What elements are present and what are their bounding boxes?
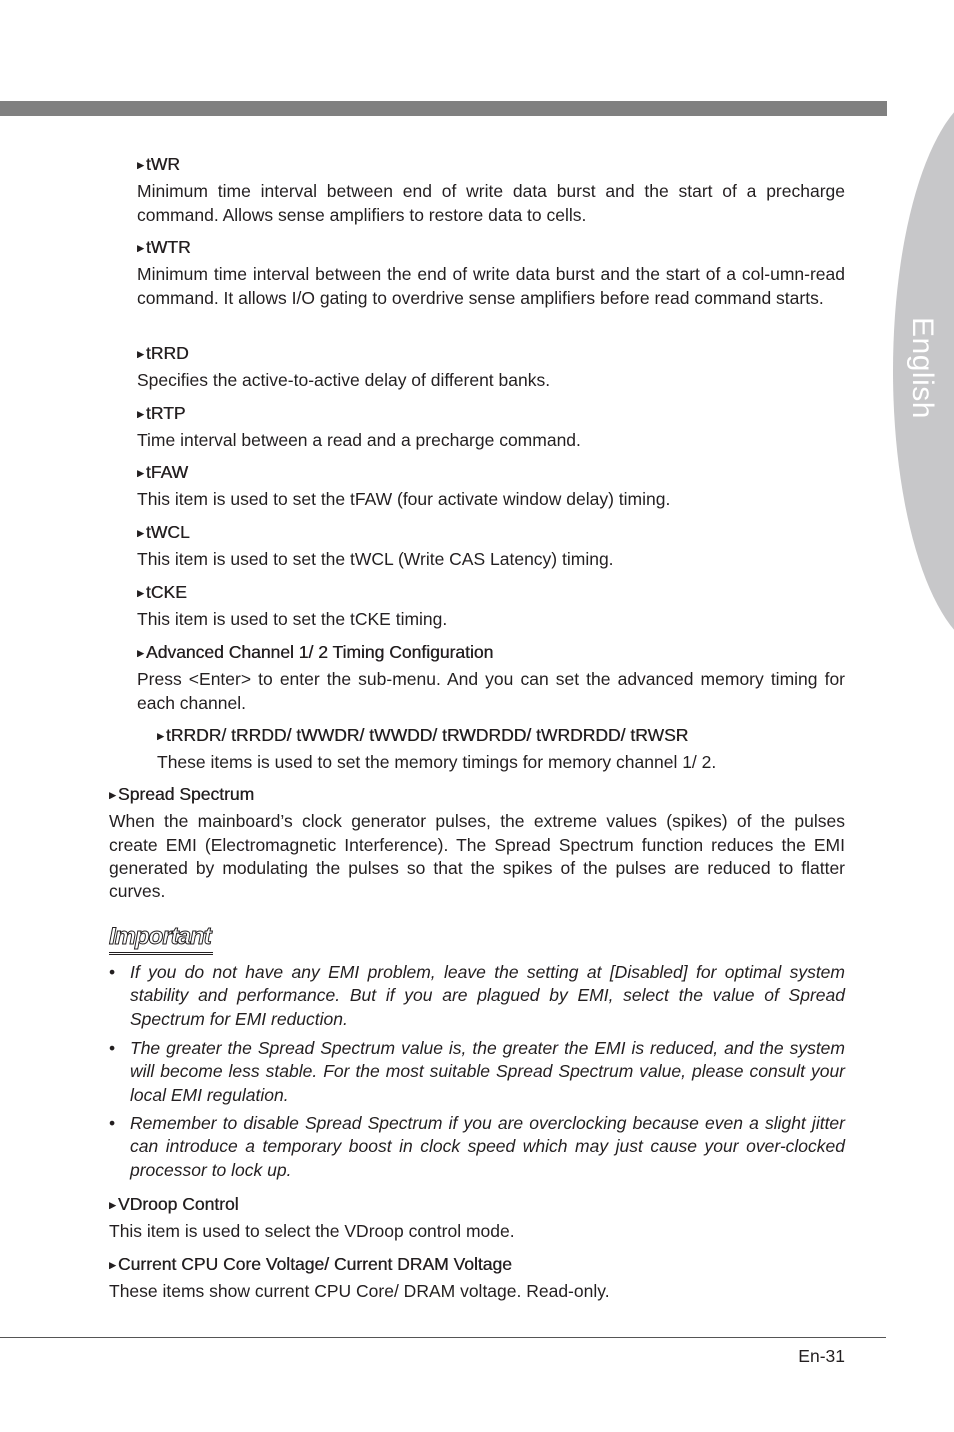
important-bullet [109,961,845,1031]
section-body: These items is used to set the memory timings for memory channel 1/ 2. [157,752,717,773]
section-title: ▶ Current CPU Core Voltage/ Current DRAM Voltage [109,1253,845,1277]
section-body: Minimum time interval between end of write data burst and the start of a precharge command. Allows sense amplifiers to restore data to cells. [137,181,845,225]
bullet-text: If you do not have any EMI problem, leave the setting at [Disabled] for optimal system stability and performance. But if you are plagued by EMI, select the value of Spread Spectrum for EMI reduction. [130,962,845,1029]
section-body: Minimum time interval between the end of write data burst and the start of a col-umn-read command. It allows I/O gating to overdrive sense amplifiers before read command starts. [137,264,845,308]
section-title: ▶ tRTP [137,402,845,426]
section-trrd [137,342,845,393]
section-advanced-channel-timing [137,641,845,715]
triangle-bullet-icon: ▶ [157,731,164,741]
section-body: Press <Enter> to enter the sub-menu. And you can set the advanced memory timing for each channel. [137,669,845,713]
section-spread-spectrum [109,783,845,903]
section-sub-timings [157,724,845,775]
triangle-bullet-icon: ▶ [109,790,116,800]
section-title: ▶ tCKE [137,581,845,605]
bullet-dot-icon: • [109,1038,116,1058]
section-body: This item is used to set the tCKE timing. [137,609,448,630]
bullet-dot-icon: • [109,1113,116,1133]
section-twtr [137,236,845,310]
triangle-bullet-icon: ▶ [137,588,144,598]
section-body: This item is used to select the VDroop control mode. [109,1221,515,1242]
footer-rule [0,1337,886,1338]
section-body: When the mainboard’s clock generator pulses, the extreme values (spikes) of the pulses create EMI (Electromagnetic Interference). The Spread Spectrum function reduces the EMI generated by modulating the pulses so that the spikes of the pulses are reduced to flatter curves. [109,811,845,902]
bullet-dot-icon: • [109,962,116,982]
section-body: This item is used to set the tWCL (Write CAS Latency) timing. [137,549,614,570]
triangle-bullet-icon: ▶ [137,349,144,359]
triangle-bullet-icon: ▶ [109,1200,116,1210]
triangle-bullet-icon: ▶ [137,468,144,478]
section-body: This item is used to set the tFAW (four activate window delay) timing. [137,489,671,510]
bullet-text: Remember to disable Spread Spectrum if you are overclocking because even a slight jitter can introduce a temporary boost in clock speed which may just cause your over-clocked processor to lock up. [130,1113,845,1180]
section-title: ▶ tRRD [137,342,845,366]
section-twr [137,153,845,227]
section-vdroop-control [109,1193,845,1244]
page-number: En-31 [798,1346,845,1366]
section-title: ▶ tFAW [137,461,845,485]
section-body: Time interval between a read and a precharge command. [137,430,581,451]
triangle-bullet-icon: ▶ [137,243,144,253]
triangle-bullet-icon: ▶ [137,409,144,419]
triangle-bullet-icon: ▶ [109,1260,116,1270]
section-title: ▶ VDroop Control [109,1193,845,1217]
section-twcl [137,521,845,572]
section-title: ▶ tWTR [137,236,845,260]
section-title: ▶ tWCL [137,521,845,545]
section-body: These items show current CPU Core/ DRAM voltage. Read-only. [109,1281,610,1302]
language-tab-label: English [906,317,939,419]
important-bullet [109,1037,845,1107]
triangle-bullet-icon: ▶ [137,648,144,658]
section-body: Specifies the active-to-active delay of different banks. [137,370,551,391]
important-bullet [109,1112,845,1182]
section-tfaw [137,461,845,512]
bullet-text: The greater the Spread Spectrum value is, the greater the EMI is reduced, and the system will become less stable. For the most suitable Spread Spectrum value, please consult your local EMI regulation. [130,1038,845,1105]
section-trtp [137,402,845,453]
triangle-bullet-icon: ▶ [137,528,144,538]
section-title: ▶ Advanced Channel 1/ 2 Timing Configuration [137,641,845,665]
section-current-voltage [109,1253,845,1304]
section-title: ▶ Spread Spectrum [109,783,845,807]
important-heading: Important [109,922,213,955]
section-title: ▶ tRRDR/ tRRDD/ tWWDR/ tWWDD/ tRWDRDD/ tWRDRDD/ tRWSR [157,724,845,748]
section-title: ▶ tWR [137,153,845,177]
section-tcke [137,581,845,632]
header-bar [0,101,887,116]
triangle-bullet-icon: ▶ [137,160,144,170]
